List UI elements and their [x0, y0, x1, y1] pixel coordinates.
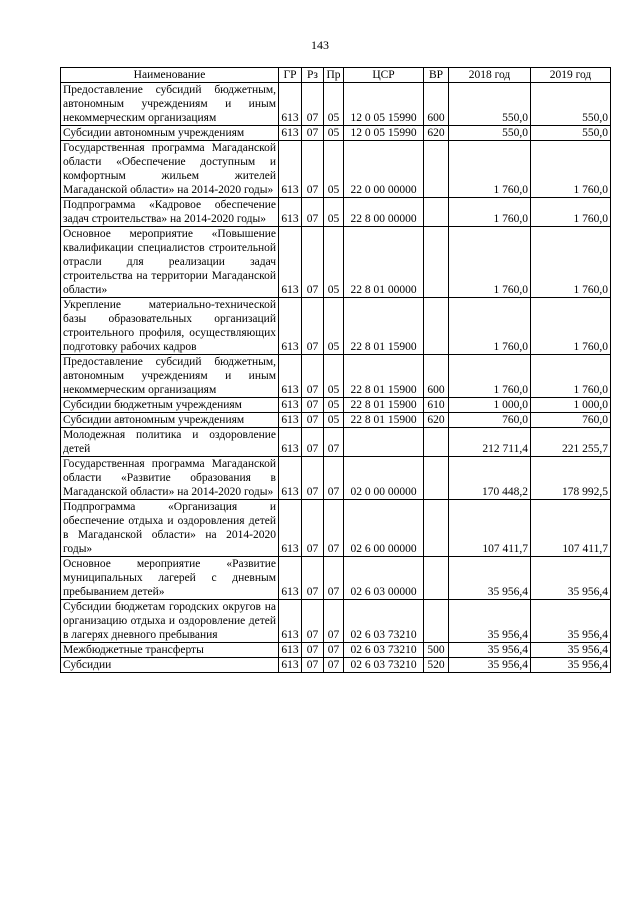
- cell-csr: 02 6 03 73210: [344, 600, 424, 643]
- cell-gr: 613: [279, 557, 302, 600]
- cell-rz: 07: [302, 227, 324, 298]
- cell-vr: 610: [424, 398, 449, 413]
- cell-name: Укрепление материально-технической базы образовательных организаций строительного профиля, осуществляющих подготовку рабочих кадров: [61, 298, 279, 355]
- header-csr: ЦСР: [344, 68, 424, 83]
- cell-2018: 1 760,0: [449, 227, 531, 298]
- budget-table: [60, 67, 611, 673]
- header-name: Наименование: [61, 68, 279, 83]
- table-row: [61, 643, 611, 658]
- cell-pr: 05: [324, 355, 344, 398]
- table-row: [61, 398, 611, 413]
- cell-csr: 12 0 05 15990: [344, 83, 424, 126]
- cell-vr: [424, 141, 449, 198]
- table-row: [61, 83, 611, 126]
- cell-rz: 07: [302, 457, 324, 500]
- cell-rz: 07: [302, 126, 324, 141]
- cell-name: Основное мероприятие «Повышение квалификации специалистов строительной отрасли для реализации задач строительства на территории Магаданской области»: [61, 227, 279, 298]
- cell-csr: 02 0 00 00000: [344, 457, 424, 500]
- header-rz: Рз: [302, 68, 324, 83]
- cell-2019: 221 255,7: [531, 428, 611, 457]
- cell-2018: 170 448,2: [449, 457, 531, 500]
- cell-csr: 02 6 03 00000: [344, 557, 424, 600]
- cell-name: Субсидии бюджетным учреждениям: [61, 398, 279, 413]
- cell-2019: 1 000,0: [531, 398, 611, 413]
- cell-csr: 02 6 03 73210: [344, 658, 424, 673]
- cell-2019: 550,0: [531, 83, 611, 126]
- cell-2018: 107 411,7: [449, 500, 531, 557]
- cell-name: Основное мероприятие «Развитие муниципальных лагерей с дневным пребыванием детей»: [61, 557, 279, 600]
- cell-name: Государственная программа Магаданской области «Обеспечение доступным и комфортным жильем жителей Магаданской области» на 2014-2020 годы»: [61, 141, 279, 198]
- cell-gr: 613: [279, 141, 302, 198]
- cell-name: Субсидии бюджетам городских округов на организацию отдыха и оздоровление детей в лагерях дневного пребывания: [61, 600, 279, 643]
- cell-2018: 1 760,0: [449, 141, 531, 198]
- cell-rz: 07: [302, 643, 324, 658]
- header-row: [61, 68, 611, 83]
- cell-gr: 613: [279, 457, 302, 500]
- cell-2018: 550,0: [449, 126, 531, 141]
- table-row: [61, 428, 611, 457]
- cell-csr: 02 6 00 00000: [344, 500, 424, 557]
- table-row: [61, 298, 611, 355]
- cell-vr: [424, 428, 449, 457]
- cell-2019: 550,0: [531, 126, 611, 141]
- cell-name: Субсидии: [61, 658, 279, 673]
- cell-vr: 620: [424, 413, 449, 428]
- table-row: [61, 141, 611, 198]
- cell-2018: 35 956,4: [449, 643, 531, 658]
- cell-2019: 760,0: [531, 413, 611, 428]
- cell-gr: 613: [279, 398, 302, 413]
- cell-2019: 1 760,0: [531, 298, 611, 355]
- table-row: [61, 413, 611, 428]
- cell-2018: 1 760,0: [449, 198, 531, 227]
- cell-csr: 12 0 05 15990: [344, 126, 424, 141]
- table-row: [61, 600, 611, 643]
- cell-gr: 613: [279, 126, 302, 141]
- cell-2018: 35 956,4: [449, 600, 531, 643]
- cell-rz: 07: [302, 600, 324, 643]
- table-row: [61, 126, 611, 141]
- cell-gr: 613: [279, 658, 302, 673]
- cell-2018: 550,0: [449, 83, 531, 126]
- cell-rz: 07: [302, 355, 324, 398]
- table-row: [61, 557, 611, 600]
- cell-vr: 600: [424, 83, 449, 126]
- cell-pr: 07: [324, 643, 344, 658]
- cell-vr: 520: [424, 658, 449, 673]
- cell-2018: 760,0: [449, 413, 531, 428]
- cell-pr: 05: [324, 126, 344, 141]
- header-pr: Пр: [324, 68, 344, 83]
- table-row: [61, 227, 611, 298]
- table-row: [61, 500, 611, 557]
- cell-name: Субсидии автономным учреждениям: [61, 413, 279, 428]
- cell-name: Подпрограмма «Кадровое обеспечение задач строительства» на 2014-2020 годы»: [61, 198, 279, 227]
- header-2018: 2018 год: [449, 68, 531, 83]
- cell-pr: 07: [324, 428, 344, 457]
- cell-gr: 613: [279, 83, 302, 126]
- cell-2019: 1 760,0: [531, 198, 611, 227]
- cell-csr: [344, 428, 424, 457]
- cell-gr: 613: [279, 298, 302, 355]
- table-row: [61, 658, 611, 673]
- cell-name: Межбюджетные трансферты: [61, 643, 279, 658]
- cell-rz: 07: [302, 141, 324, 198]
- cell-rz: 07: [302, 428, 324, 457]
- cell-vr: [424, 298, 449, 355]
- cell-2019: 35 956,4: [531, 658, 611, 673]
- cell-2019: 1 760,0: [531, 227, 611, 298]
- cell-pr: 05: [324, 298, 344, 355]
- cell-gr: 613: [279, 600, 302, 643]
- cell-name: Предоставление субсидий бюджетным, автономным учреждениям и иным некоммерческим организациям: [61, 355, 279, 398]
- cell-csr: 22 8 01 15900: [344, 398, 424, 413]
- cell-gr: 613: [279, 428, 302, 457]
- cell-2019: 35 956,4: [531, 643, 611, 658]
- cell-pr: 07: [324, 600, 344, 643]
- table-row: [61, 355, 611, 398]
- cell-pr: 05: [324, 83, 344, 126]
- cell-rz: 07: [302, 198, 324, 227]
- cell-2018: 1 760,0: [449, 298, 531, 355]
- header-vr: ВР: [424, 68, 449, 83]
- cell-2019: 1 760,0: [531, 355, 611, 398]
- cell-vr: [424, 600, 449, 643]
- cell-2019: 107 411,7: [531, 500, 611, 557]
- cell-pr: 07: [324, 557, 344, 600]
- cell-rz: 07: [302, 413, 324, 428]
- cell-pr: 05: [324, 413, 344, 428]
- cell-2018: 1 000,0: [449, 398, 531, 413]
- cell-name: Государственная программа Магаданской области «Развитие образования в Магаданской области» на 2014-2020 годы»: [61, 457, 279, 500]
- cell-vr: [424, 198, 449, 227]
- cell-vr: [424, 227, 449, 298]
- cell-2018: 212 711,4: [449, 428, 531, 457]
- cell-name: Субсидии автономным учреждениям: [61, 126, 279, 141]
- cell-2019: 35 956,4: [531, 557, 611, 600]
- table-body: [61, 83, 611, 673]
- cell-pr: 05: [324, 398, 344, 413]
- header-2019: 2019 год: [531, 68, 611, 83]
- cell-2018: 35 956,4: [449, 557, 531, 600]
- cell-csr: 22 0 00 00000: [344, 141, 424, 198]
- cell-name: Предоставление субсидий бюджетным, автономным учреждениям и иным некоммерческим организациям: [61, 83, 279, 126]
- table-row: [61, 198, 611, 227]
- cell-csr: 02 6 03 73210: [344, 643, 424, 658]
- cell-rz: 07: [302, 83, 324, 126]
- cell-csr: 22 8 01 15900: [344, 355, 424, 398]
- cell-vr: [424, 500, 449, 557]
- page-number: 143: [311, 38, 329, 52]
- cell-vr: [424, 457, 449, 500]
- cell-rz: 07: [302, 398, 324, 413]
- cell-rz: 07: [302, 298, 324, 355]
- cell-rz: 07: [302, 557, 324, 600]
- cell-name: Молодежная политика и оздоровление детей: [61, 428, 279, 457]
- cell-pr: 07: [324, 658, 344, 673]
- cell-pr: 05: [324, 141, 344, 198]
- cell-2018: 35 956,4: [449, 658, 531, 673]
- header-gr: ГР: [279, 68, 302, 83]
- cell-gr: 613: [279, 198, 302, 227]
- cell-csr: 22 8 01 00000: [344, 227, 424, 298]
- cell-rz: 07: [302, 658, 324, 673]
- cell-gr: 613: [279, 413, 302, 428]
- cell-csr: 22 8 01 15900: [344, 298, 424, 355]
- cell-csr: 22 8 00 00000: [344, 198, 424, 227]
- cell-2019: 178 992,5: [531, 457, 611, 500]
- cell-gr: 613: [279, 500, 302, 557]
- cell-gr: 613: [279, 227, 302, 298]
- cell-vr: [424, 557, 449, 600]
- cell-csr: 22 8 01 15900: [344, 413, 424, 428]
- cell-gr: 613: [279, 643, 302, 658]
- cell-vr: 500: [424, 643, 449, 658]
- cell-pr: 05: [324, 198, 344, 227]
- cell-pr: 07: [324, 457, 344, 500]
- cell-2019: 1 760,0: [531, 141, 611, 198]
- table-row: [61, 457, 611, 500]
- cell-2018: 1 760,0: [449, 355, 531, 398]
- cell-gr: 613: [279, 355, 302, 398]
- cell-vr: 600: [424, 355, 449, 398]
- cell-rz: 07: [302, 500, 324, 557]
- cell-vr: 620: [424, 126, 449, 141]
- cell-2019: 35 956,4: [531, 600, 611, 643]
- cell-pr: 07: [324, 500, 344, 557]
- cell-pr: 05: [324, 227, 344, 298]
- cell-name: Подпрограмма «Организация и обеспечение отдыха и оздоровления детей в Магаданской области» на 2014-2020 годы»: [61, 500, 279, 557]
